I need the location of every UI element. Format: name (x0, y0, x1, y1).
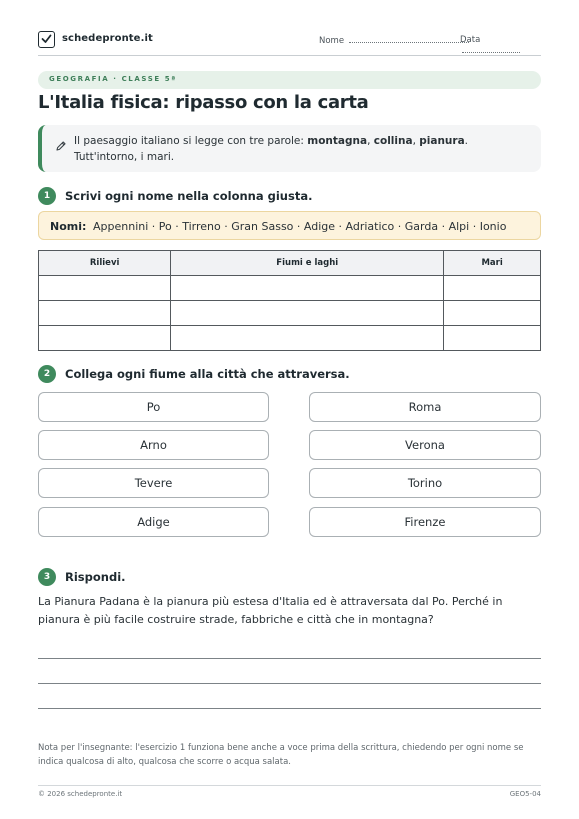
checkmark-logo-icon (38, 31, 55, 48)
names-box (38, 211, 541, 240)
answer-cell[interactable] (39, 276, 171, 301)
sorting-table (38, 250, 541, 351)
answer-cell[interactable] (171, 326, 444, 351)
footer-code: GEO5-04 (509, 790, 541, 798)
exercise-3-number: 3 (38, 568, 56, 586)
answer-cell[interactable] (444, 326, 541, 351)
footer-divider (38, 785, 541, 786)
pencil-icon (55, 137, 67, 156)
city-box-roma[interactable]: Roma (309, 392, 541, 422)
exercise-2-number: 2 (38, 365, 56, 383)
answer-cell[interactable] (444, 301, 541, 326)
answer-line[interactable] (38, 708, 541, 709)
table-row (39, 276, 541, 301)
names-list: Appennini · Po · Tirreno · Gran Sasso · Adige · Adriatico · Garda · Alpi · Ionio (93, 220, 507, 233)
worksheet-page (38, 0, 541, 819)
nome-label: Nome (319, 36, 345, 46)
answer-cell[interactable] (171, 301, 444, 326)
city-box-firenze[interactable]: Firenze (309, 507, 541, 537)
table-row (39, 301, 541, 326)
exercise-2-title: Collega ogni fiume alla città che attraversa. (65, 367, 350, 381)
answer-line[interactable] (38, 658, 541, 659)
brand-name: schedepronte.it (62, 33, 153, 44)
data-dotted-line[interactable] (462, 45, 520, 53)
keyword-montagna: montagna (307, 135, 368, 147)
exercise-3-title: Rispondi. (65, 570, 126, 584)
city-box-torino[interactable]: Torino (309, 468, 541, 498)
answer-cell[interactable] (171, 276, 444, 301)
river-box-po[interactable]: Po (38, 392, 269, 422)
keyword-collina: collina (373, 135, 413, 147)
table-row (39, 326, 541, 351)
exercise-1-number: 1 (38, 187, 56, 205)
river-box-tevere[interactable]: Tevere (38, 468, 269, 498)
answer-cell[interactable] (444, 276, 541, 301)
question-text: La Pianura Padana è la pianura più estesa d'Italia ed è attraversata dal Po. Perché in pianura è più facile costruire strade, fabbriche e città che in montagna? (38, 595, 503, 626)
subject-label: GEOGRAFIA · CLASSE 5ª (49, 75, 177, 83)
intro-text: Il paesaggio italiano si legge con tre parole: montagna, collina, pianura. Tutt'intorno, i mari. (74, 135, 469, 163)
answer-cell[interactable] (39, 301, 171, 326)
answer-cell[interactable] (39, 326, 171, 351)
column-header-rilievi: Rilievi (39, 251, 171, 276)
river-box-adige[interactable]: Adige (38, 507, 269, 537)
keyword-pianura: pianura (419, 135, 465, 147)
subject-pill (38, 71, 541, 89)
intro-callout (38, 125, 541, 172)
page-header (38, 30, 541, 56)
city-box-verona[interactable]: Verona (309, 430, 541, 460)
footer-copyright: © 2026 schedepronte.it (38, 790, 123, 798)
exercise-1-title: Scrivi ogni nome nella colonna giusta. (65, 189, 313, 203)
nome-dotted-line[interactable] (349, 35, 469, 43)
data-label: Data (460, 35, 481, 45)
names-label: Nomi: (50, 220, 87, 233)
answer-line[interactable] (38, 683, 541, 684)
nome-field[interactable] (319, 35, 469, 46)
river-box-arno[interactable]: Arno (38, 430, 269, 460)
page-title: L'Italia fisica: ripasso con la carta (38, 92, 369, 113)
data-field[interactable] (460, 35, 541, 56)
column-header-mari: Mari (444, 251, 541, 276)
column-header-fiumi-e-laghi: Fiumi e laghi (171, 251, 444, 276)
teacher-note: Nota per l'insegnante: l'esercizio 1 funziona bene anche a voce prima della scrittura, chiedendo per ogni nome se indica qualcosa di alto, qualcosa che scorre o acqua salata. (38, 743, 524, 767)
